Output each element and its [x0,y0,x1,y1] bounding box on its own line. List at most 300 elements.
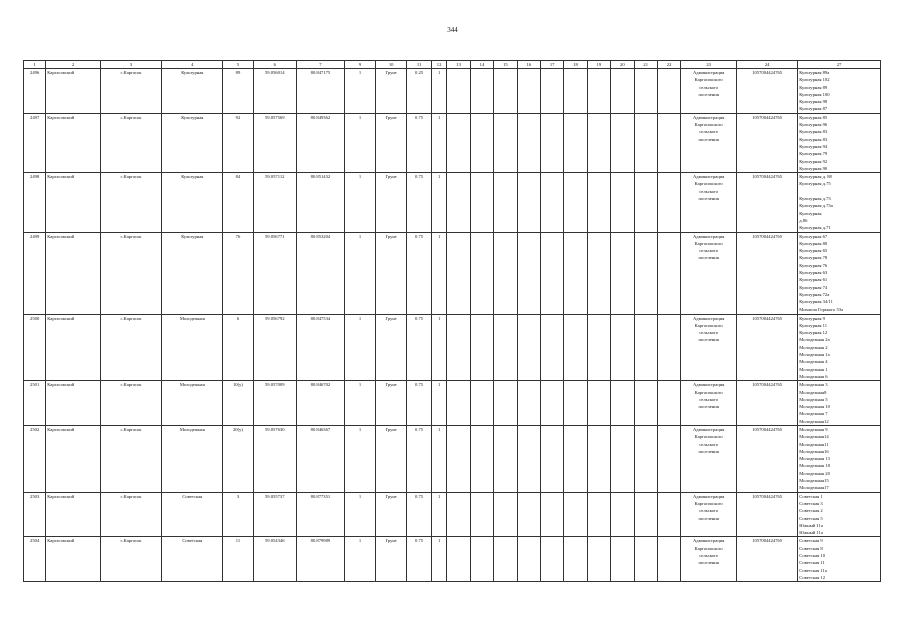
longitude-cell: 80.849362 [296,113,344,172]
empty-cell [634,537,657,582]
surface-type-cell: Грунт [376,232,407,314]
column-12-cell: 1 [431,232,447,314]
address-line: Культурная 67 [799,233,828,239]
empty-cell [540,113,563,172]
address-line: Молодежная 6 [799,373,828,379]
empty-cell [540,232,563,314]
empty-cell [540,381,563,426]
table-row [24,381,881,426]
addresses-cell [798,314,881,381]
address-line: Культурная д.73а [799,203,833,209]
address-line: Молодежная11 [799,441,829,447]
empty-cell [540,69,563,114]
administration-line: Каргасокского [694,389,723,395]
registry-table [23,60,881,582]
empty-cell [447,537,470,582]
empty-cell [517,314,540,381]
empty-cell [587,113,610,172]
address-line: Молодежная 4 [799,359,828,365]
empty-cell [634,69,657,114]
house-cell: 76 [223,232,253,314]
settlement-cell: с.Каргасок [100,232,161,314]
address-line: Советская 11а [799,567,827,573]
address-line: Молодежная 7 [799,411,828,417]
address-line: Культурная 12 [799,330,828,336]
ogrn-cell: 1057004424765 [737,425,798,492]
address-line: Молодежная 1 [799,366,828,372]
address-line: Молодежная 9 [799,426,828,432]
house-cell: 89 [223,69,253,114]
administration-line: Каргасокского [694,322,723,328]
empty-cell [540,537,563,582]
table-row [24,232,881,314]
empty-cell [447,425,470,492]
district-cell: Каргасокский [46,69,101,114]
empty-cell [564,113,587,172]
address-line: Культурная 79 [799,151,828,157]
administration-cell [681,381,737,426]
empty-cell [540,314,563,381]
count-cell: 1 [344,69,375,114]
administration-line: Каргасокского [694,434,723,440]
table-row [24,425,881,492]
empty-cell [540,492,563,537]
surface-type-cell: Грунт [376,69,407,114]
address-line: Культурная 102 [799,77,830,83]
column-header: 15 [494,61,517,69]
address-line: Южный 11а [799,522,823,528]
settlement-cell: с.Каргасок [100,381,161,426]
address-line: Культурная 76 [799,262,828,268]
column-header: 12 [431,61,447,69]
empty-cell [470,69,493,114]
administration-line: сельского [699,188,719,194]
street-cell: Молодежная [162,381,223,426]
administration-line: сельского [699,508,719,514]
area-cell: 0.75 [407,314,432,381]
table-row [24,113,881,172]
count-cell: 1 [344,314,375,381]
administration-line: Администрация [692,114,725,120]
empty-cell [470,425,493,492]
empty-cell [657,69,680,114]
empty-cell [564,537,587,582]
administration-line: поселения [698,404,719,410]
column-12-cell: 1 [431,173,447,232]
address-line: Молодежная 2а [799,337,830,343]
district-cell: Каргасокский [46,232,101,314]
row-number: 2500 [24,314,46,381]
column-header: 4 [162,61,223,69]
address-line: Культурная 80 [799,240,828,246]
administration-line: поселения [698,255,719,261]
surface-type-cell: Грунт [376,492,407,537]
column-12-cell: 1 [431,537,447,582]
registry-table-body [24,61,881,582]
surface-type-cell: Грунт [376,173,407,232]
empty-cell [447,314,470,381]
administration-line: сельского [699,330,719,336]
address-line: Молодежная 5 [799,396,828,402]
administration-line: сельского [699,129,719,135]
settlement-cell: с.Каргасок [100,425,161,492]
address-line: Культурная 9 [799,315,825,321]
administration-cell [681,492,737,537]
longitude-cell: 80.851432 [296,173,344,232]
empty-cell [447,381,470,426]
address-line: Культурная 61 [799,277,828,283]
row-number: 2499 [24,232,46,314]
empty-cell [470,113,493,172]
address-line: Культурная 34/11 [799,299,833,305]
ogrn-cell: 1057004424765 [737,232,798,314]
administration-line: поселения [698,91,719,97]
district-cell: Каргасокский [46,113,101,172]
address-line: Молодежная 13 [799,456,830,462]
street-cell: Культурная [162,69,223,114]
district-cell: Каргасокский [46,381,101,426]
administration-cell [681,537,737,582]
ogrn-cell: 1057004424765 [737,537,798,582]
column-12-cell: 1 [431,492,447,537]
street-cell: Молодежная [162,425,223,492]
column-header: 3 [100,61,161,69]
longitude-cell: 80.847534 [296,314,344,381]
address-line: Культурная 92 [799,158,828,164]
column-12-cell: 1 [431,314,447,381]
address-line: Молодежная12 [799,418,829,424]
column-12-cell: 1 [431,113,447,172]
count-cell: 1 [344,113,375,172]
address-line: Культурная 89 [799,84,828,90]
empty-cell [634,492,657,537]
administration-line: поселения [698,448,719,454]
address-line: Советская 8 [799,545,823,551]
latitude-cell: 59.056771 [253,232,296,314]
empty-cell [564,492,587,537]
district-cell: Каргасокский [46,173,101,232]
empty-cell [611,232,634,314]
empty-cell [517,173,540,232]
administration-line: сельского [699,553,719,559]
empty-cell [494,537,517,582]
area-cell: 0.75 [407,381,432,426]
row-number: 2498 [24,173,46,232]
addresses-cell [798,69,881,114]
settlement-cell: с.Каргасок [100,492,161,537]
house-cell: 20(у) [223,425,253,492]
column-header: 23 [681,61,737,69]
administration-line: Администрация [692,174,725,180]
address-line: Молодежная14 [799,434,829,440]
administration-line: Каргасокского [694,122,723,128]
row-number: 2504 [24,537,46,582]
longitude-cell: 80.846702 [296,381,344,426]
row-number: 2496 [24,69,46,114]
column-header: 6 [253,61,296,69]
table-row [24,173,881,232]
ogrn-cell: 1057004424765 [737,113,798,172]
latitude-cell: 59.057569 [253,113,296,172]
column-header: 18 [564,61,587,69]
surface-type-cell: Грунт [376,314,407,381]
count-cell: 1 [344,173,375,232]
settlement-cell: с.Каргасок [100,537,161,582]
empty-cell [611,492,634,537]
empty-cell [494,232,517,314]
count-cell: 1 [344,492,375,537]
empty-cell [611,425,634,492]
address-line [799,188,879,195]
address-line: Культурная 89а [799,70,830,75]
addresses-cell [798,232,881,314]
address-line: Культурная 74 [799,284,828,290]
address-line: Молодежная 2 [799,344,828,350]
address-line: Культурная д.71 [799,225,831,231]
address-line: Культурная [799,210,822,216]
empty-cell [657,232,680,314]
house-cell: 84 [223,173,253,232]
latitude-cell: 59.057630 [253,425,296,492]
count-cell: 1 [344,425,375,492]
empty-cell [564,381,587,426]
empty-cell [517,537,540,582]
address-line: Культурная д.75 [799,181,831,187]
administration-cell [681,113,737,172]
administration-line: поселения [698,136,719,142]
empty-cell [657,113,680,172]
administration-cell [681,69,737,114]
address-line: Культурная 96 [799,122,828,128]
latitude-cell: 59.056014 [253,69,296,114]
column-header: 1 [24,61,46,69]
column-header: 24 [737,61,798,69]
latitude-cell: 59.057009 [253,381,296,426]
empty-cell [564,173,587,232]
empty-cell [657,425,680,492]
district-cell: Каргасокский [46,492,101,537]
column-header: 9 [344,61,375,69]
column-header: 19 [587,61,610,69]
column-header: 14 [470,61,493,69]
empty-cell [634,425,657,492]
empty-cell [470,381,493,426]
longitude-cell: 80.879989 [296,537,344,582]
area-cell: 0.75 [407,173,432,232]
administration-cell [681,232,737,314]
row-number: 2502 [24,425,46,492]
column-12-cell: 1 [431,69,447,114]
column-header: 21 [634,61,657,69]
count-cell: 1 [344,381,375,426]
table-row [24,537,881,582]
empty-cell [587,425,610,492]
address-line: Культурная 94 [799,143,828,149]
ogrn-cell: 1057004424765 [737,314,798,381]
empty-cell [564,232,587,314]
administration-line: сельского [699,248,719,254]
empty-cell [657,492,680,537]
administration-line: Каргасокского [694,500,723,506]
empty-cell [634,232,657,314]
address-line: Культурная 78 [799,255,828,261]
address-line: Молодежная 1а [799,352,830,358]
administration-line: Каргасокского [694,77,723,83]
address-line: Культурная д.73 [799,196,831,202]
settlement-cell: с.Каргасок [100,113,161,172]
administration-line: Администрация [692,315,725,321]
district-cell: Каргасокский [46,425,101,492]
administration-line: Администрация [692,382,725,388]
address-line: Советская 1 [799,493,823,499]
address-line: Молодежная 3 [799,382,828,388]
address-line: Культурная 11 [799,322,828,328]
surface-type-cell: Грунт [376,113,407,172]
longitude-cell: 80.877351 [296,492,344,537]
address-line: Советская 3 [799,500,823,506]
latitude-cell: 59.055737 [253,492,296,537]
district-cell: Каргасокский [46,314,101,381]
empty-cell [517,381,540,426]
address-line: Советская 2 [799,508,823,514]
table-row [24,492,881,537]
addresses-cell [798,492,881,537]
administration-line: Администрация [692,70,725,75]
empty-cell [587,69,610,114]
street-cell: Культурная [162,173,223,232]
empty-cell [447,113,470,172]
street-cell: Культурная [162,232,223,314]
addresses-cell [798,425,881,492]
row-number: 2501 [24,381,46,426]
area-cell: 0.75 [407,232,432,314]
empty-cell [611,537,634,582]
empty-cell [494,425,517,492]
address-line: Культурная 72а [799,291,830,297]
addresses-cell [798,381,881,426]
empty-cell [587,381,610,426]
district-cell: Каргасокский [46,537,101,582]
address-line: Молодежная15 [799,478,829,484]
address-line: Культурная 98 [799,99,828,105]
empty-cell [494,492,517,537]
ogrn-cell: 1057004424765 [737,173,798,232]
column-header: 5 [223,61,253,69]
empty-cell [587,537,610,582]
empty-cell [517,69,540,114]
administration-line: Каргасокского [694,545,723,551]
administration-line: Администрация [692,538,725,544]
administration-line: поселения [698,560,719,566]
empty-cell [494,173,517,232]
settlement-cell: с.Каргасок [100,69,161,114]
empty-cell [564,69,587,114]
page-number: 344 [447,26,458,34]
address-line: Южный 11а [799,530,823,536]
empty-cell [611,173,634,232]
address-line: Советская 9 [799,538,823,544]
empty-cell [657,314,680,381]
empty-cell [657,173,680,232]
longitude-cell: 80.853204 [296,232,344,314]
address-line: Культурная 83 [799,129,828,135]
empty-cell [657,381,680,426]
address-line: Молодежная16 [799,448,829,454]
empty-cell [587,232,610,314]
surface-type-cell: Грунт [376,425,407,492]
area-cell: 0.25 [407,69,432,114]
column-header: 11 [407,61,432,69]
count-cell: 1 [344,537,375,582]
addresses-cell [798,537,881,582]
area-cell: 0.75 [407,425,432,492]
area-cell: 0.75 [407,113,432,172]
column-header: 10 [376,61,407,69]
settlement-cell: с.Каргасок [100,173,161,232]
empty-cell [470,537,493,582]
empty-cell [587,492,610,537]
address-line: Культурная 100 [799,91,830,97]
administration-line: Администрация [692,493,725,499]
empty-cell [470,314,493,381]
address-line: Молодежная17 [799,485,829,491]
administration-line: Каргасокского [694,181,723,187]
column-header: 20 [611,61,634,69]
table-row [24,69,881,114]
column-header: 2 [46,61,101,69]
house-cell: 3 [223,492,253,537]
column-12-cell: 1 [431,425,447,492]
administration-cell [681,173,737,232]
address-line: Культурная 90 [799,165,828,171]
table-row [24,314,881,381]
ogrn-cell: 1057004424765 [737,492,798,537]
empty-cell [494,69,517,114]
address-line: Советская 10 [799,553,825,559]
address-line: Михаила Горького 53а [799,306,844,312]
administration-cell [681,425,737,492]
column-12-cell: 1 [431,381,447,426]
address-line: Культурная д. 88 [799,174,832,180]
surface-type-cell: Грунт [376,381,407,426]
empty-cell [587,314,610,381]
address-line: Молодежная8 [799,389,827,395]
administration-line: Каргасокского [694,240,723,246]
empty-cell [564,425,587,492]
empty-cell [634,381,657,426]
empty-cell [517,232,540,314]
addresses-cell [798,173,881,232]
administration-line: сельского [699,441,719,447]
empty-cell [611,113,634,172]
administration-line: Администрация [692,426,725,432]
surface-type-cell: Грунт [376,537,407,582]
empty-cell [634,113,657,172]
empty-cell [540,425,563,492]
empty-cell [470,173,493,232]
row-number: 2503 [24,492,46,537]
street-cell: Советская [162,537,223,582]
latitude-cell: 59.057112 [253,173,296,232]
longitude-cell: 80.846367 [296,425,344,492]
street-cell: Молодежная [162,314,223,381]
address-line: Молодежная 18 [799,463,830,469]
ogrn-cell: 1057004424765 [737,381,798,426]
column-header: 17 [540,61,563,69]
address-line: Советская 5 [799,515,823,521]
administration-line: поселения [698,515,719,521]
empty-cell [634,173,657,232]
